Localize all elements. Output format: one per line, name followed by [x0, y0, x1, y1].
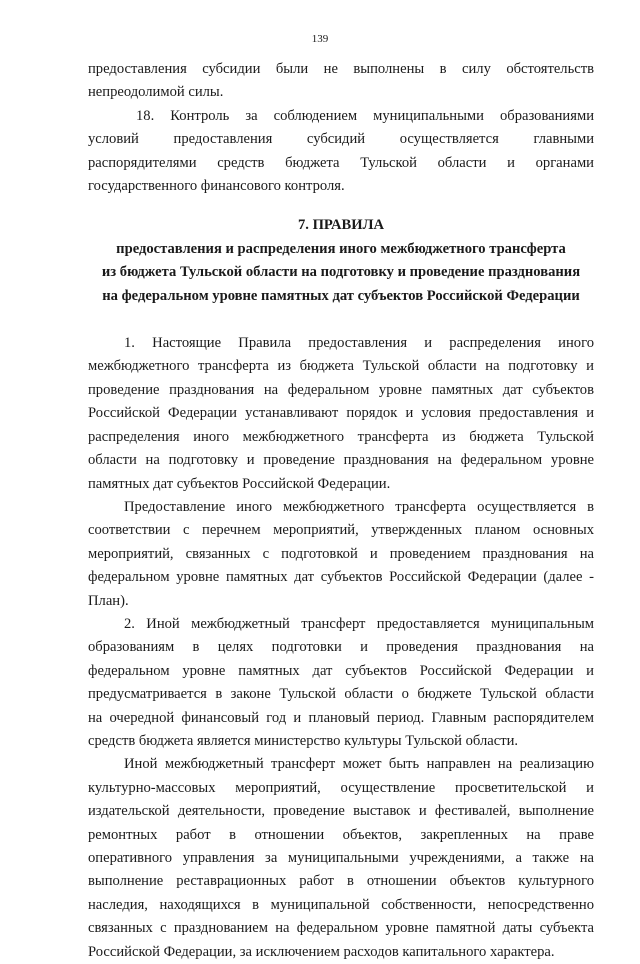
text-line: федеральном уровне памятных дат субъектов Российской Федерации (далее - — [88, 569, 594, 586]
text-line: распорядителями средств бюджета Тульской области и органами — [88, 154, 594, 171]
paragraph-3 — [88, 613, 594, 753]
paragraph-1 — [88, 332, 594, 496]
text-line: 18. Контроль за соблюдением муниципальными образованиями — [136, 107, 594, 124]
clause-18 — [88, 105, 594, 199]
section-subtitle-line: предоставления и распределения иного межбюджетного трансферта — [116, 240, 566, 257]
text-line: наследия, находящихся в муниципальной собственности, непосредственно — [88, 896, 594, 913]
text-line: оперативного управления за муниципальными учреждениями, а также на — [88, 850, 594, 866]
spacer — [88, 308, 594, 332]
text-line: средств бюджета является министерство культуры Тульской области. — [88, 732, 519, 749]
text-line: непреодолимой силы. — [88, 84, 224, 101]
text-line: 2. Иной межбюджетный трансферт предоставляется муниципальным — [124, 615, 594, 632]
section-heading — [88, 214, 594, 308]
text-line: Российской Федерации, за исключением расходов капитального характера. — [88, 943, 555, 960]
document-body — [88, 58, 594, 964]
text-line: соответствии с перечнем мероприятий, утвержденных планом основных — [88, 522, 594, 539]
text-line: предусматривается в законе Тульской области о бюджете Тульской области — [88, 686, 594, 703]
text-line: План). — [88, 592, 129, 609]
paragraph-4 — [88, 753, 594, 964]
text-line: области на подготовку и проведение празднования на федеральном уровне — [88, 452, 594, 469]
intro-paragraph — [88, 58, 594, 105]
text-line: Российской Федерации устанавливают порядок и условия предоставления и — [88, 405, 594, 422]
section-subtitle-line: на федеральном уровне памятных дат субъектов Российской Федерации — [102, 287, 580, 304]
text-line: выполнение реставрационных работ в отношении объектов культурного — [88, 873, 594, 890]
section-subtitle-line: из бюджета Тульской области на подготовку и проведение празднования — [101, 264, 581, 281]
text-line: Иной межбюджетный трансферт может быть направлен на реализацию — [124, 756, 594, 773]
text-line: Предоставление иного межбюджетного трансферта осуществляется в — [124, 498, 594, 515]
text-line: 1. Настоящие Правила предоставления и распределения иного — [124, 335, 594, 352]
text-line: на очередной финансовый год и плановый период. Главным распорядителем — [88, 709, 594, 726]
paragraph-2 — [88, 496, 594, 613]
text-line: образованиям в целях подготовки и проведения празднования на — [88, 639, 594, 656]
text-line: памятных дат субъектов Российской Федерации. — [88, 475, 391, 492]
text-line: ремонтных работ в отношении объектов, закрепленных на праве — [88, 826, 594, 843]
text-line: культурно-массовых мероприятий, осуществление просветительской и — [88, 779, 594, 796]
text-line: мероприятий, связанных с подготовкой и проведением празднования на — [88, 545, 594, 562]
text-line: условий предоставления субсидий осуществляется главными — [88, 131, 594, 148]
section-title: 7. ПРАВИЛА — [297, 217, 385, 234]
text-line: издательской деятельности, проведение выставок и фестивалей, выполнение — [88, 803, 594, 820]
text-line: государственного финансового контроля. — [88, 178, 345, 195]
text-line: межбюджетного трансферта из бюджета Тульской области на подготовку и — [88, 358, 594, 375]
text-line: предоставления субсидии были не выполнены в силу обстоятельств — [88, 61, 594, 77]
text-line: распределения иного межбюджетного трансферта из бюджета Тульской — [88, 428, 594, 445]
text-line: федеральном уровне памятных дат субъектов Российской Федерации и — [88, 662, 594, 679]
page-number: 139 — [311, 33, 329, 45]
text-line: связанных с празднованием на федеральном уровне памятной даты субъекта — [88, 920, 594, 937]
text-line: проведение празднования на федеральном уровне памятных дат субъектов — [88, 381, 594, 398]
